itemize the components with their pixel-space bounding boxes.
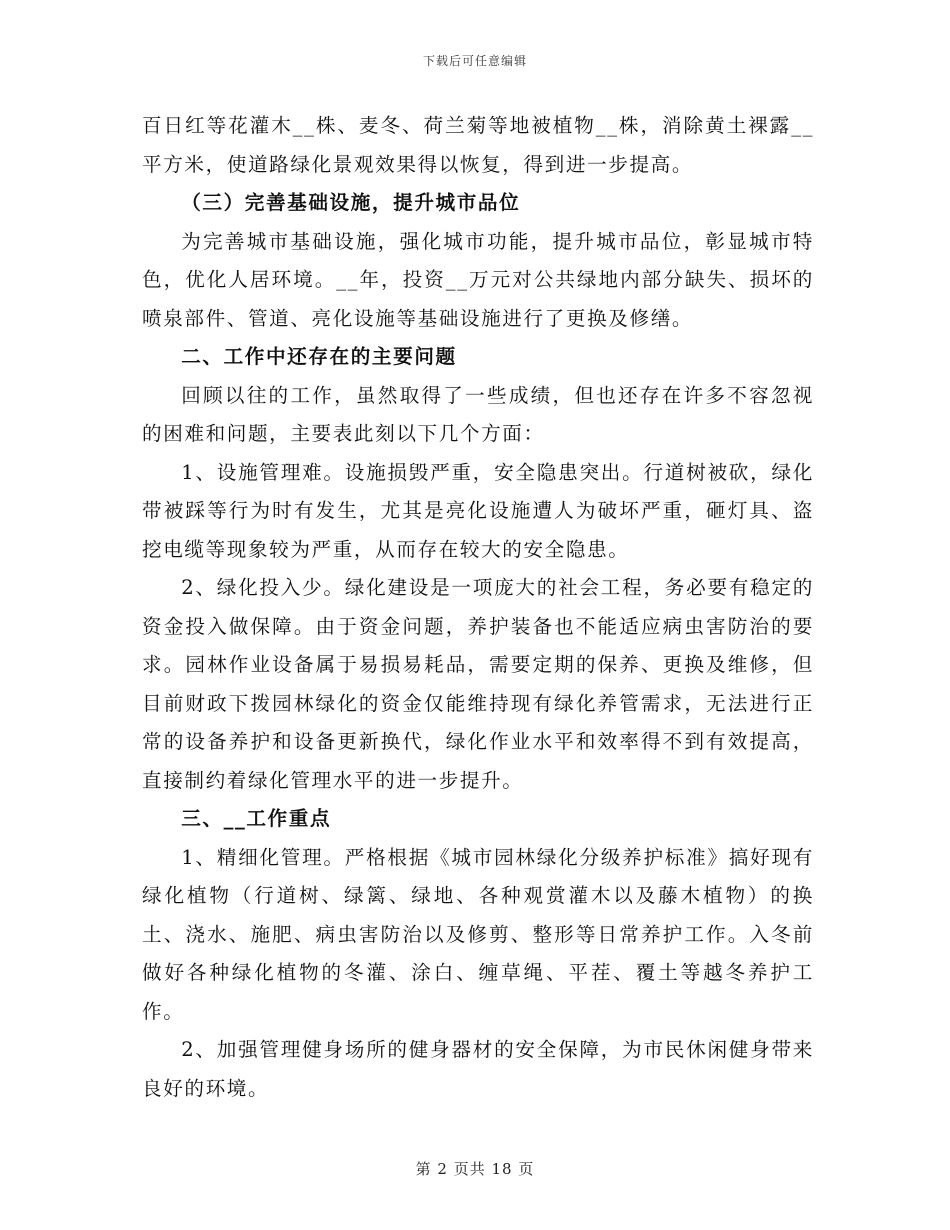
- paragraph: 回顾以往的工作，虽然取得了一些成绩，但也还存在许多不容忽视的困难和问题，主要表此刻以下几个方面：: [142, 383, 814, 445]
- section-heading: 二、工作中还存在的主要问题: [181, 345, 457, 368]
- paragraph: 为完善城市基础设施，强化城市功能，提升城市品位，彰显城市特色，优化人居环境。__年，投资__万元对公共绿地内部分缺失、损坏的喷泉部件、管道、亮化设施等基础设施进行了更换及修缮。: [142, 229, 814, 330]
- paragraph: 2、绿化投入少。绿化建设是一项庞大的社会工程，务必要有稳定的资金投入做保障。由于资金问题，养护装备也不能适应病虫害防治的要求。园林作业设备属于易损易耗品，需要定期的保养、更换及维修，但目前财政下拨园林绿化的资金仅能维持现有绿化养管需求，无法进行正常的设备养护和设备更新换代，绿化作业水平和效率得不到有效提高，直接制约着绿化管理水平的进一步提升。: [142, 576, 814, 792]
- document-body: [142, 107, 814, 1108]
- paragraph: 1、设施管理难。设施损毁严重，安全隐患突出。行道树被砍，绿化带被踩等行为时有发生，尤其是亮化设施遭人为破坏严重，砸灯具、盗挖电缆等现象较为严重，从而存在较大的安全隐患。: [142, 460, 814, 561]
- paragraph: 1、精细化管理。严格根据《城市园林绿化分级养护标准》搞好现有绿化植物（行道树、绿篱、绿地、各种观赏灌木以及藤木植物）的换土、浇水、施肥、病虫害防治以及修剪、整形等日常养护工作。入冬前做好各种绿化植物的冬灌、涂白、缠草绳、平茬、覆土等越冬养护工作。: [142, 845, 814, 1023]
- section-heading: 三、__工作重点: [181, 807, 332, 830]
- paragraph: 百日红等花灌木__株、麦冬、荷兰菊等地被植物__株，消除黄土裸露__平方米，使道路绿化景观效果得以恢复，得到进一步提高。: [142, 114, 814, 176]
- page-header: 下载后可任意编辑: [422, 54, 527, 68]
- page-footer: 第 2 页共 18 页: [415, 1160, 535, 1178]
- paragraph: 2、加强管理健身场所的健身器材的安全保障，为市民休闲健身带来良好的环境。: [142, 1038, 814, 1100]
- section-heading: （三）完善基础设施，提升城市品位: [181, 191, 521, 214]
